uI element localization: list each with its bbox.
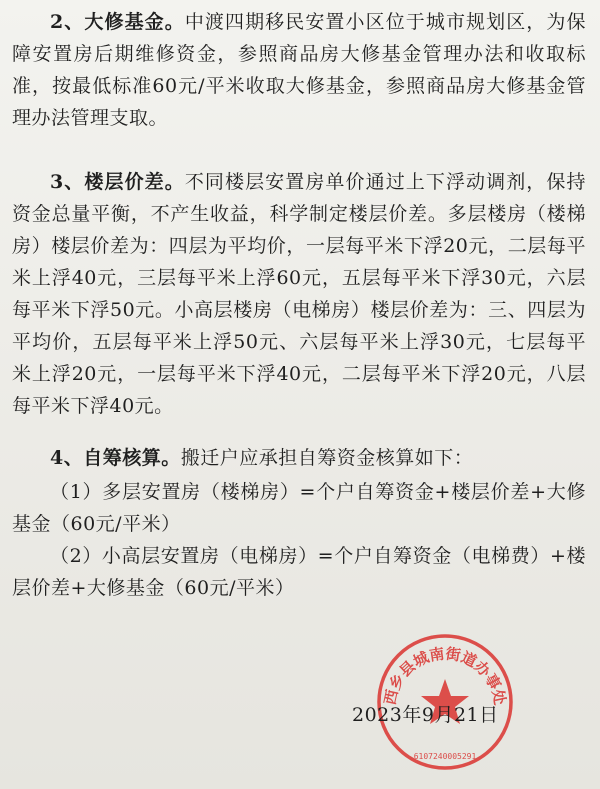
section-4-paragraph [12,442,586,474]
document-date: 2023年9月21日 [352,704,499,726]
section-2-body: 中渡四期移民安置小区位于城市规划区，为保障安置房后期维修资金，参照商品房大修基金管理办法和收取标准，按最低标准60元/平米收取大修基金，参照商品房大修基金管理办法管理支取。 [12,11,586,129]
section-3-body: 不同楼层安置房单价通过上下浮动调剂，保持资金总量平衡，不产生收益，科学制定楼层价差。多层楼房（楼梯房）楼层价差为：四层为平均价，一层每平米下浮20元，二层每平米上浮40元，三层每平米上浮60元，五层每平米下浮30元，六层每平米下浮50元。小高层楼房（电梯房）楼层价差为：三、四层为平均价，五层每平米上浮50元、六层每平米上浮30元，七层每平米上浮20元，一层每平米下浮40元，二层每平米下浮20元，八层每平米下浮40元。 [12,171,586,417]
section-2-heading: 2、大修基金。 [50,11,185,33]
section-3-heading: 3、楼层价差。 [50,171,185,193]
section-4-item-1: （1）多层安置房（楼梯房）=个户自筹资金+楼层价差+大修基金（60元/平米） [12,481,586,535]
section-2-paragraph [12,6,586,134]
section-4-heading: 4、自筹核算。 [50,447,181,469]
seal-arc-text: 西乡县城南街道办事处 [380,644,510,707]
section-4-item-2: （2）小高层安置房（电梯房）=个户自筹资金（电梯费）+楼层价差+大修基金（60元/平米） [12,545,586,599]
section-3-paragraph [12,166,586,422]
seal-code: 6107240005291 [413,752,477,761]
section-4-body: 搬迁户应承担自筹资金核算如下： [180,447,474,469]
